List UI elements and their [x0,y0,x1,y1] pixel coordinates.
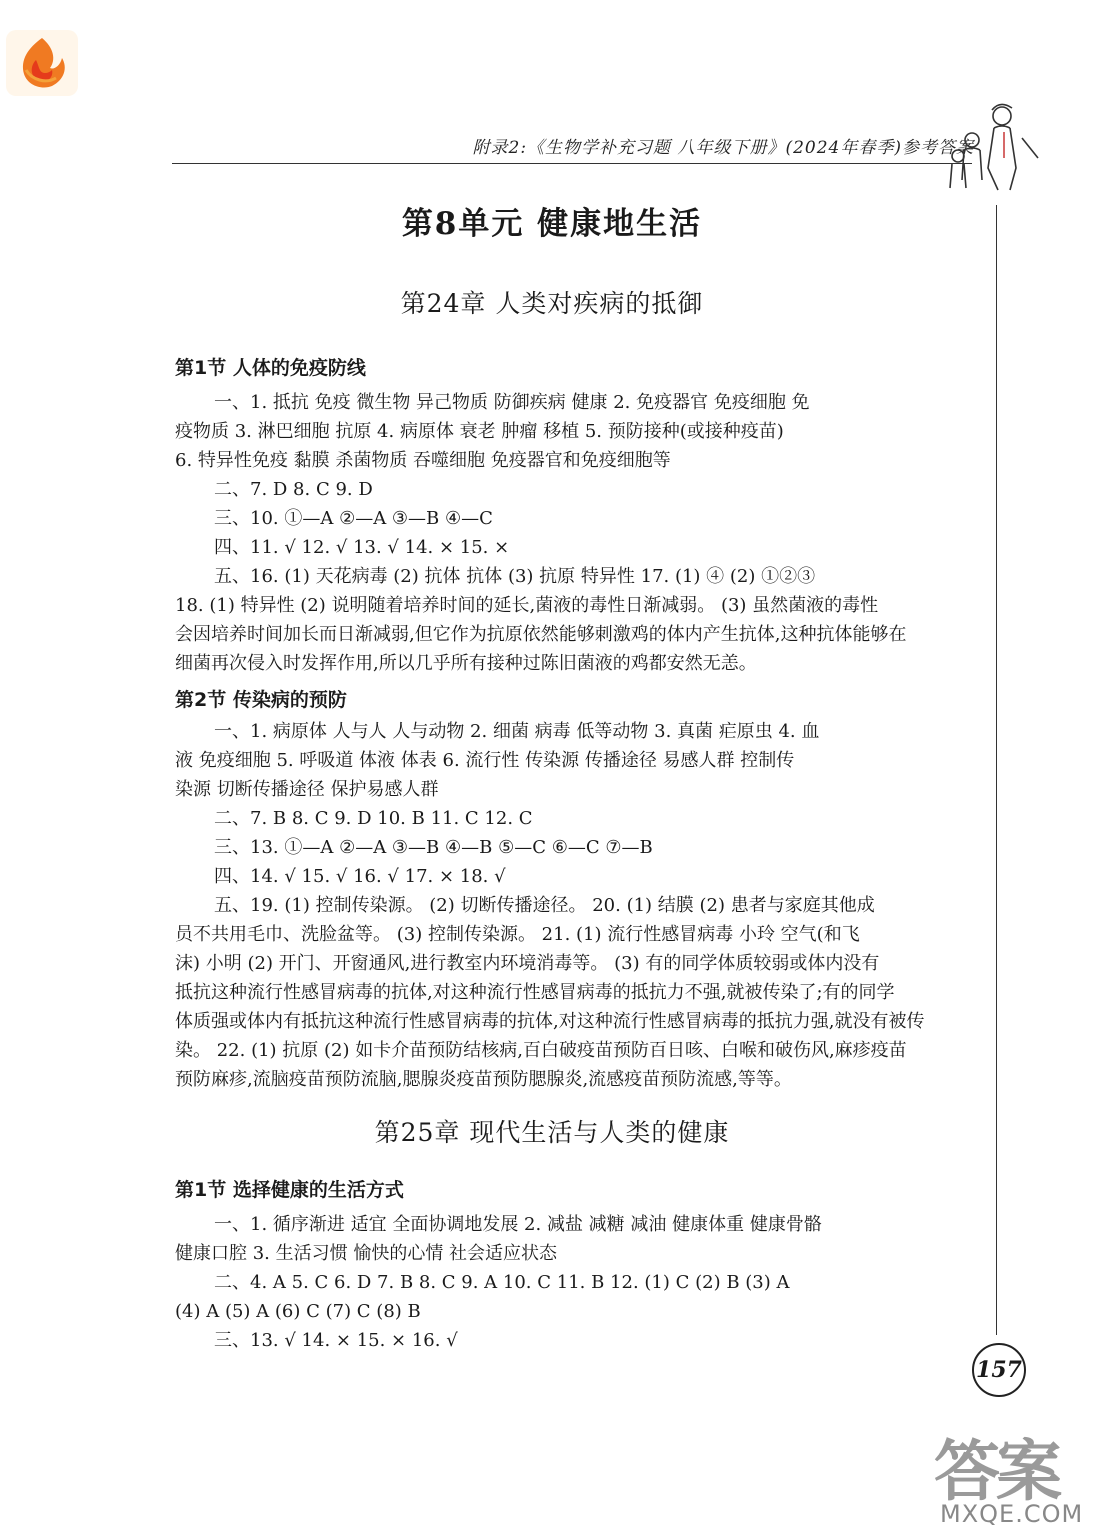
answer-line: 沫) 小明 (2) 开门、开窗通风,进行教室内环境消毒等。 (3) 有的同学体质较弱或体内没有 [175,953,880,974]
answer-line: 一、1. 循序渐进 适宜 全面协调地发展 2. 减盐 减糖 减油 健康体重 健康骨骼 [214,1214,822,1235]
answer-line: 健康口腔 3. 生活习惯 愉快的心情 社会适应状态 [175,1243,558,1264]
unit-title: 第8单元 健康地生活 [401,206,703,242]
answer-line: 一、1. 病原体 人与人 人与动物 2. 细菌 病毒 低等动物 3. 真菌 疟原虫 4. 血 [214,721,820,742]
page-number: 157 [972,1343,1026,1397]
answer-line: 二、4. A 5. C 6. D 7. B 8. C 9. A 10. C 11. B 12. (1) C (2) B (3) A [214,1272,790,1293]
answer-line: 三、10. ①—A ②—A ③—B ④—C [214,508,493,529]
section-24-1-title: 第1节 人体的免疫防线 [175,357,366,379]
answer-line: 体质强或体内有抵抗这种流行性感冒病毒的抗体,对这种流行性感冒病毒的抵抗力强,就没有被传 [175,1011,925,1032]
answer-line: 一、1. 抵抗 免疫 微生物 异己物质 防御疾病 健康 2. 免疫器官 免疫细胞 免 [214,392,810,413]
answer-line: 细菌再次侵入时发挥作用,所以几乎所有接种过陈旧菌液的鸡都安然无恙。 [175,653,757,674]
margin-rule [996,205,997,1335]
answer-line: 三、13. ①—A ②—A ③—B ④—B ⑤—C ⑥—C ⑦—B [214,837,653,858]
answer-line: 预防麻疹,流脑疫苗预防流脑,腮腺炎疫苗预防腮腺炎,流感疫苗预防流感,等等。 [175,1069,792,1090]
answer-line: 四、14. √ 15. √ 16. √ 17. × 18. √ [214,866,506,887]
answer-line: 四、11. √ 12. √ 13. √ 14. × 15. × [214,537,510,558]
answer-line: 染。 22. (1) 抗原 (2) 如卡介苗预防结核病,百白破疫苗预防百日咳、白喉和破伤风,麻疹疫苗 [175,1040,907,1061]
answer-line: 液 免疫细胞 5. 呼吸道 体液 体表 6. 流行性 传染源 传播途径 易感人群 控制传 [175,750,795,771]
flame-logo-icon [6,30,78,96]
running-header: 附录2:《生物学补充习题 八年级下册》(2024年春季)参考答案 [472,138,974,158]
chapter-24-title: 第24章 人类对疾病的抵御 [400,289,704,318]
chapter-25-title: 第25章 现代生活与人类的健康 [374,1118,730,1147]
header-rule [172,163,972,164]
answer-line: 抵抗这种流行性感冒病毒的抗体,对这种流行性感冒病毒的抵抗力不强,就被传染了;有的同学 [175,982,895,1003]
answer-line: 二、7. D 8. C 9. D [214,479,373,500]
answer-line: 五、19. (1) 控制传染源。 (2) 切断传播途径。 20. (1) 结膜 (2) 患者与家庭其他成 [214,895,875,916]
answer-line: 五、16. (1) 天花病毒 (2) 抗体 抗体 (3) 抗原 特异性 17. (1) ④ (2) ①②③ [214,566,816,587]
section-24-2-title: 第2节 传染病的预防 [175,689,347,711]
watermark-url: MXQE.COM [940,1500,1084,1528]
people-illustration-icon [944,98,1044,194]
answer-line: 员不共用毛巾、洗脸盆等。 (3) 控制传染源。 21. (1) 流行性感冒病毒 小玲 空气(和飞 [175,924,860,945]
watermark-logo: 答案 [934,1433,1058,1510]
answer-line: 二、7. B 8. C 9. D 10. B 11. C 12. C [214,808,533,829]
answer-line: 疫物质 3. 淋巴细胞 抗原 4. 病原体 衰老 肿瘤 移植 5. 预防接种(或接种疫苗) [175,421,784,442]
answer-line: 会因培养时间加长而日渐减弱,但它作为抗原依然能够刺激鸡的体内产生抗体,这种抗体能够在 [175,624,907,645]
answer-line: 6. 特异性免疫 黏膜 杀菌物质 吞噬细胞 免疫器官和免疫细胞等 [175,450,671,471]
section-25-1-title: 第1节 选择健康的生活方式 [175,1179,404,1201]
answer-line: 三、13. √ 14. × 15. × 16. √ [214,1330,458,1351]
answer-line: 染源 切断传播途径 保护易感人群 [175,779,439,800]
answer-line: (4) A (5) A (6) C (7) C (8) B [175,1301,421,1322]
answer-line: 18. (1) 特异性 (2) 说明随着培养时间的延长,菌液的毒性日渐减弱。 (3) 虽然菌液的毒性 [175,595,879,616]
